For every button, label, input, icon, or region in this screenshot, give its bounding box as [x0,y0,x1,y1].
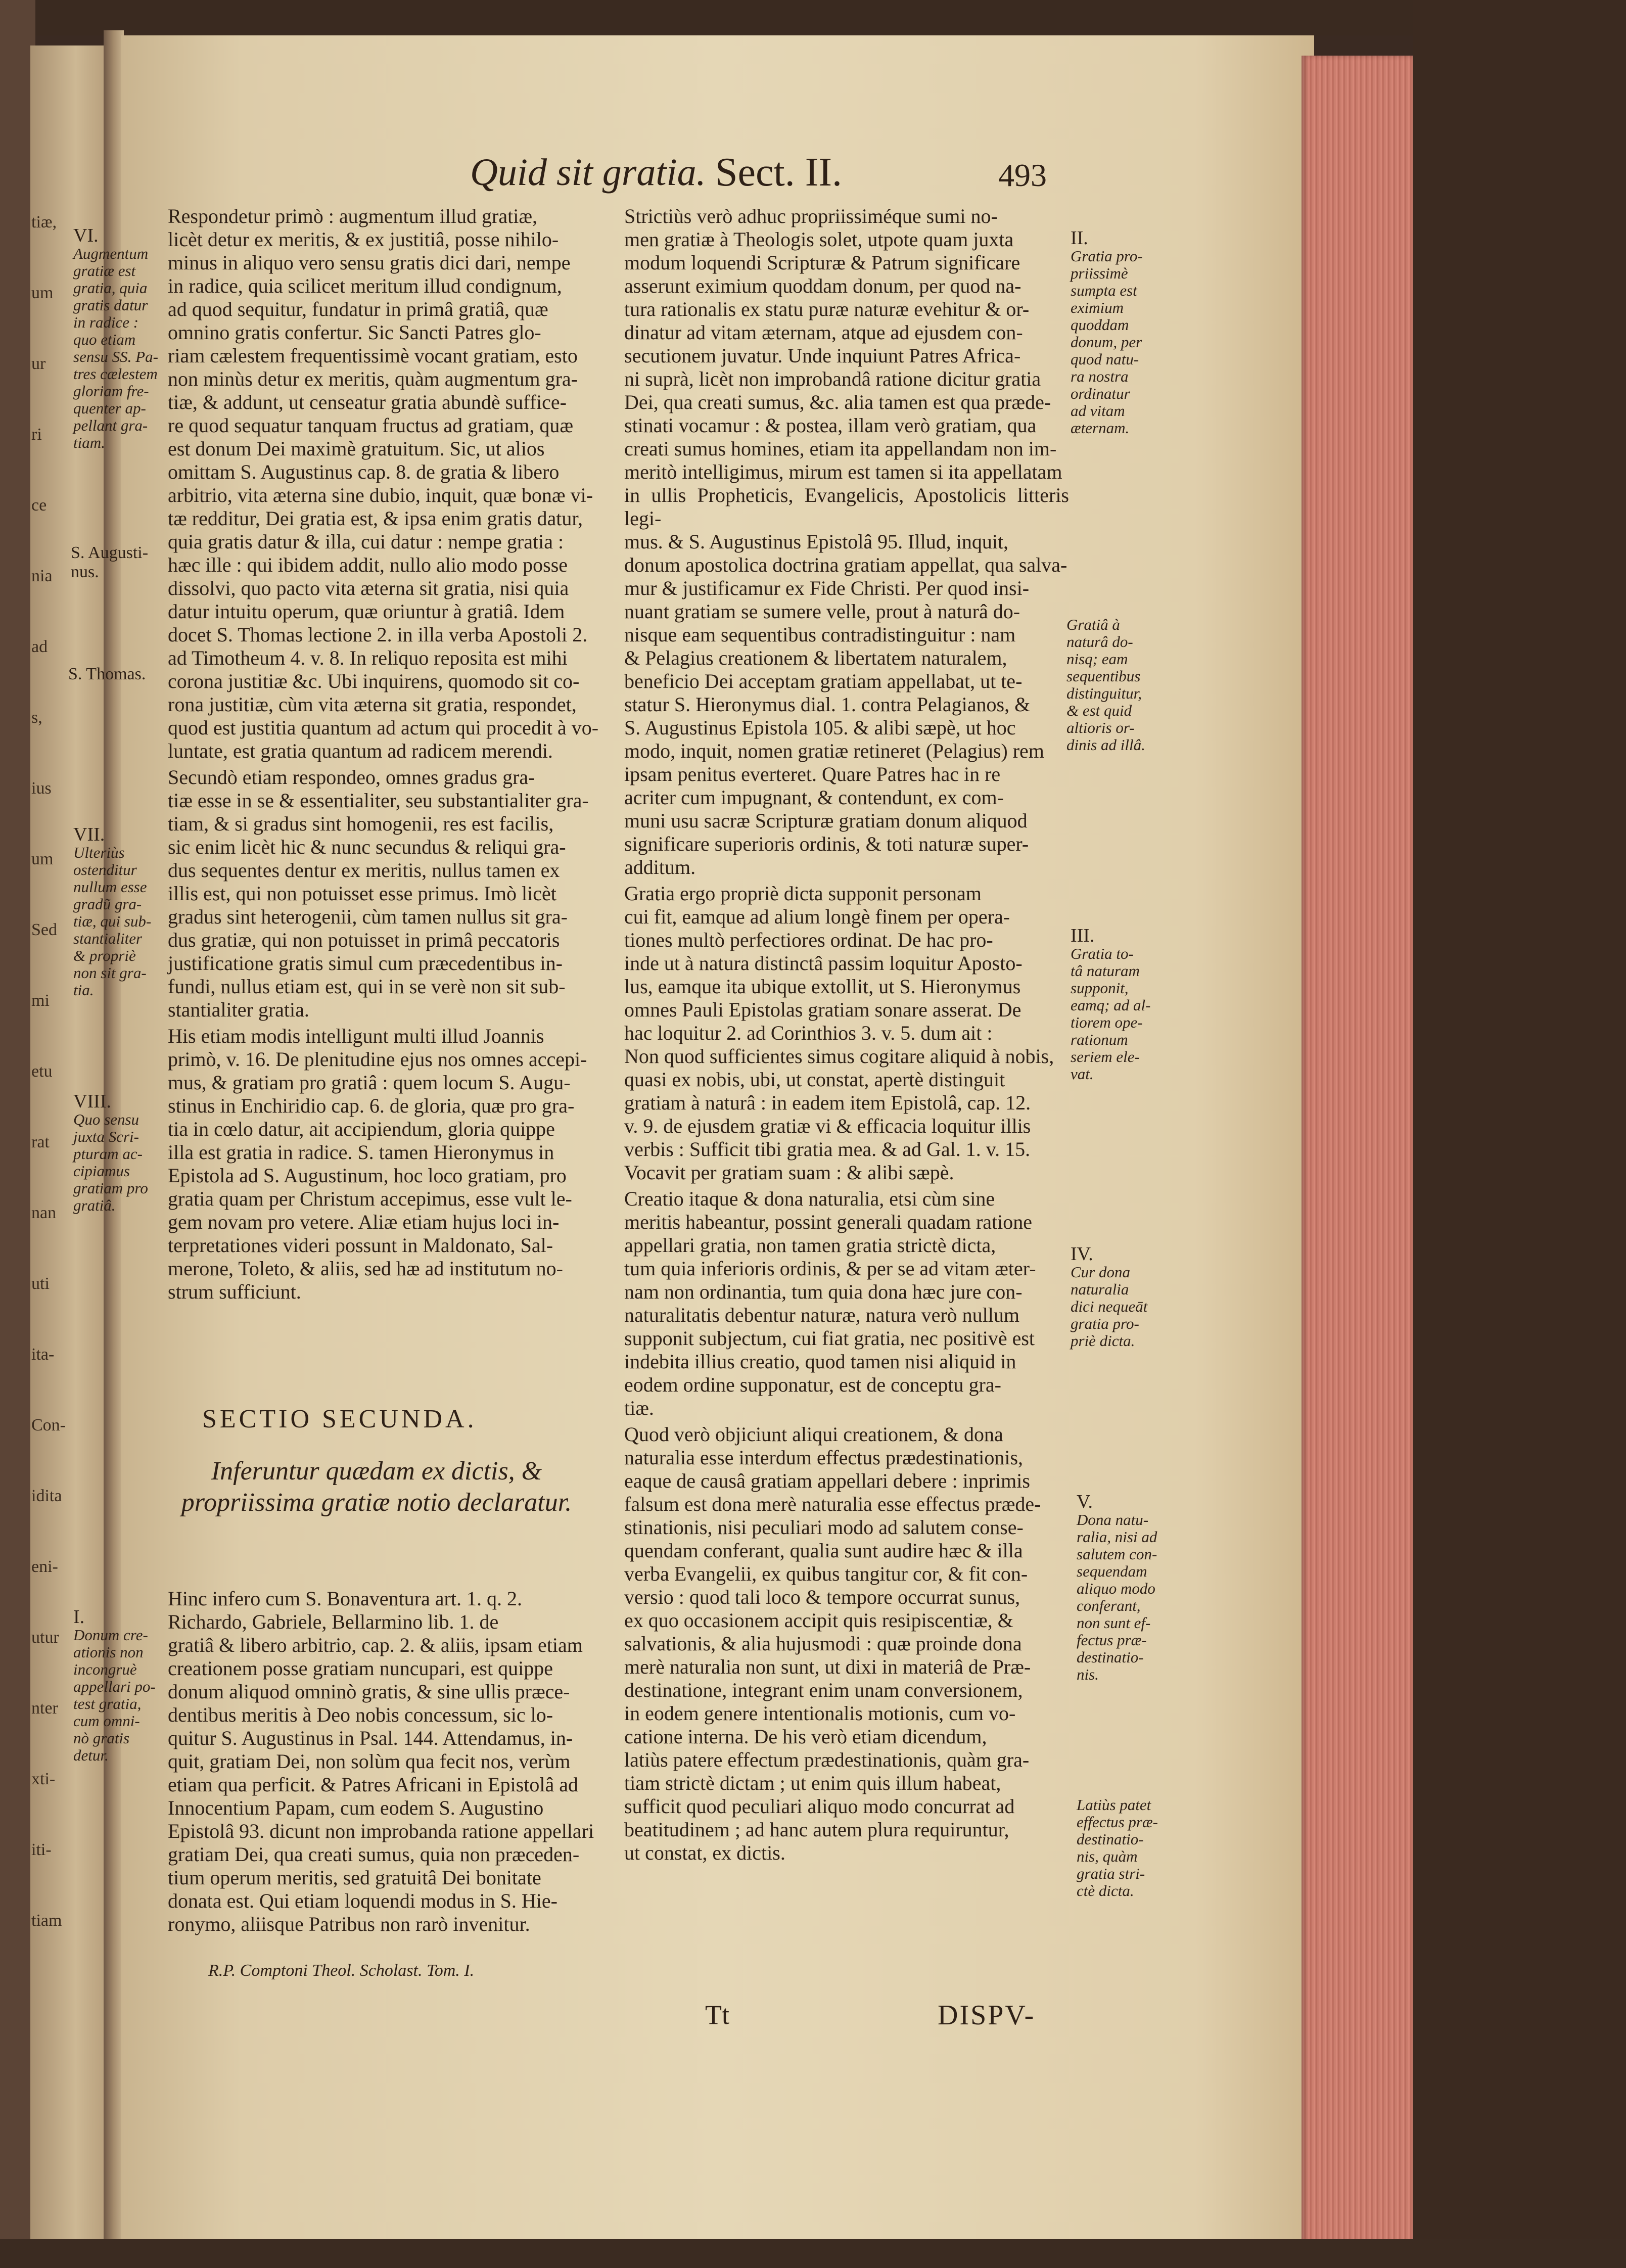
margin-note-text: Gratia to- tâ naturam supponit, eamq; ad al- tiorem ope- rationum seriem ele- vat. [1071,945,1151,1083]
paragraph: Creatio itaque & dona naturalia, etsi cùm sine meritis habeantur, possint generali quadam ratione appellari gratia, non tamen gratia strictè dicta, tum quia inferioris ordinis, & per se ad vitam æter- nam non ordinantia, tum quia dona hæc jure con- naturalitatis debentur naturæ, natura verò nullum supponit subjectum, cui fiat gratia, nec positivè est indebita illius creatio, quod tamen nisi aliquid in eodem ordine supponatur, est de conceptu gra- tiæ. [624,1187,1036,1419]
paragraph: Secundò etiam respondeo, omnes gradus gra- tiæ esse in se & essentialiter, seu substantialiter gra- tiam, & si gradus sint homogenii, res est facilis, sic enim licèt hic & nunc secundus & reliqui gra- dus sequentes dentur ex meritis, nullus tamen ex illis est, qui non potuisset esse primus. Imò licèt gradus sint heterogenii, cùm tamen nullus sit gra- dus gratiæ, qui non potuisset in primâ peccatoris justificatione gratis simul cum præcedentibus in- fundi, nullus etiam est, qui in se verè non sit sub- stantialiter gratia. [168,766,589,1021]
catchword: DISPV- [938,2000,1036,2031]
margin-note-number: VI. [73,225,99,246]
margin-note-number: VIII. [73,1091,111,1112]
paragraph: Respondetur primò : augmentum illud gratiæ, licèt detur ex meritis, & ex justitiâ, posse nihilo- minus in aliquo vero sensu gratis dici dari, nempe in radice, quia scilicet meritum illud condignum, ad quod sequitur, fundatur in primâ gratiâ, quæ omnino gratis confertur. Sic Sancti Patres glo- riam cælestem frequentissimè vocant gratiam, esto non minùs detur ex meritis, quàm augmentum gra- tiæ, & addunt, ut censeatur gratia abundè suffice- re quod sequatur tanquam fructus ad gratiam, quæ est donum Dei maximè gratuitum. Sic, ut alios omittam S. Augustinus cap. 8. de gratia & libero arbitrio, vita æterna sine dubio, inquit, quæ bonæ vi- tæ redditur, Dei gratia est, & ipsa enim gratis datur, quia gratis datur & illa, cui datur : nempe gratia : hæc ille : qui ibidem addit, nullo alio modo posse dissolvi, quo pacto vita æterna sit gratia, nisi quia datur intuitu operum, quæ oriuntur à gratiâ. Idem docet S. Thomas lectione 2. in illa verba Apostoli 2. ad Timotheum 4. v. 8. In reliquo reposita est mihi corona justitiæ &c. Ubi inquirens, quomodo sit co- rona justitiæ, cùm vita æterna sit gratia, respondet, quod est justitia quantum ad actum qui procedit à vo- luntate, est gratia quantum ad radicem merendi. [168,205,599,762]
margin-note [73,1076,167,1214]
left-page-fragment: mi [31,991,50,1010]
paragraph: Gratia ergo propriè dicta supponit personam cui fit, eamque ad alium longè finem per opera- tiones multò perfectiores ordinat. De hac pro- inde ut à natura distinctâ passim loquitur Aposto- lus, eamque ita ubique extollit, ut S. Hieronymus omnes Pauli Epistolas gratiam sonare asserat. De hac loquitur 2. ad Corinthios 3. v. 5. dum ait : Non quod sufficientes simus cogitare aliquid à nobis, quasi ex nobis, ubi, ut constat, apertè distinguit gratiam à naturâ : in eadem item Epistolâ, cap. 12. v. 9. de ejusdem gratiæ vi & efficacia loquitur illis verbis : Sufficit tibi gratia mea. & ad Gal. 1. v. 15. Vocavit per gratiam suam : & alibi sæpè. [624,882,1054,1184]
left-page-fragment: etu [31,1062,53,1081]
left-page-fragment: Sed [31,920,57,939]
margin-note-text: Quo sensu juxta Scri- pturam ac- cipiamus gratiam pro gratiâ. [73,1110,148,1214]
left-page-fragment: ri [31,425,42,444]
paragraph: Strictiùs verò adhuc propriissiméque sumi no- men gratiæ à Theologis solet, utpote quam juxta modum loquendi Scripturæ & Patrum significare asserunt eximium quoddam donum, per quod na- tura rationalis ex statu puræ naturæ evehitur & or- dinatur ad vitam æternam, atque ad ejusdem con- secutionem juvatur. Unde inquiunt Patres Africa- ni suprà, licèt non improbandâ ratione dicitur gratia Dei, qua creati sumus, &c. alia tamen est qua præde- stinati vocamur : & postea, illam verò gratiam, qua creati sumus homines, etiam ita appellandam non im- meritò intelligimus, mirum est tamen si ita appellatam in ullis Propheticis, Evangelicis, Apostolicis litteris legi- mus. & S. Augustinus Epistolâ 95. Illud, inquit, donum apostolica doctrina gratiam appellat, qua salva- mur & justificamur ex Fide Christi. Per quod insi- nuant gratiam se sumere velle, prout à naturâ do- nisque eam sequentibus contradistinguitur : nam & Pelagius creationem & libertatem naturalem, beneficio Dei acceptam gratiam appellabat, ut te- statur S. Hieronymus dial. 1. contra Pelagianos, & S. Augustinus Epistola 105. & alibi sæpè, ut hoc modo, inquit, nomen gratiæ retineret (Pelagius) rem ipsam penitus everteret. Quare Patres hac in re acriter cum impugnant, & contendunt, ex com- muni usu sacræ Scripturæ gratiam donum aliquod significare superioris ordinis, & toti naturæ super- additum. [624,205,1069,878]
left-page-fragment: Con- [31,1416,66,1434]
margin-note-text: Ulteriùs ostenditur nullum esse gradũ gra- tiæ, qui sub- stantialiter & propriè non sit gra- tia. [73,844,152,999]
footer-author: R.P. Comptoni Theol. Scholast. Tom. I. [208,1961,475,1980]
catchword-signature: Tt [705,2000,729,2030]
paragraph: Quod verò objiciunt aliqui creationem, & dona naturalia esse interdum effectus prædestinationis, eaque de causâ gratiam appellari debere : inprimis falsum est dona merè naturalia esse effectus præde- stinationis, nisi peculiari modo ad salutem conse- quendam conferant, qualia sunt audire hæc & illa verba Evangelii, ex quibus tangitur cor, & fit con- versio : quod tali loco & tempore occurrat sunus, ex quo occasionem accipit quis resipiscentiæ, & salvationis, & alia hujusmodi : quæ proinde dona merè naturalia non sunt, ut dixi in materiâ de Præ- destinatione, integrant enim unam conversionem, in eodem genere intentionalis motionis, cum vo- catione interna. De his verò etiam dicendum, latiùs patere effectum prædestinationis, quàm gra- tiam strictè dictam ; ut enim quis illum habeat, sufficit quod peculiari aliquo modo concurrat ad beatitudinem ; ad hanc autem plura requiruntur, ut constat, ex dictis. [624,1423,1041,1864]
background-top [0,0,1626,35]
left-page-fragment: ur [31,354,46,373]
margin-note-number: V. [1077,1491,1093,1512]
left-page-fragment: um [31,284,54,302]
margin-note-text: Augmentum gratiæ est gratia, quia gratis datur in radice : quo etiam sensu SS. Pa- tres cælestem gloriam fre- quenter ap- pellant gra- tiam. [73,245,158,451]
left-page-fragment: eni- [31,1557,58,1576]
page-number: 493 [998,157,1047,193]
running-title: Quid sit gratia. [470,151,706,194]
left-page-fragment: uti [31,1274,50,1293]
margin-note [1066,599,1173,754]
left-page-fragment: utur [31,1628,59,1647]
left-page-fragment: xti- [31,1770,56,1788]
margin-note [1071,910,1172,1083]
margin-note-text: Gratia pro- priissimè sumpta est eximium quoddam donum, per quod natu- ra nostra ordinatur ad vitam æternam. [1071,247,1143,437]
background-bottom [0,2239,1626,2268]
page-edges [1302,56,1413,2254]
left-column-top [168,205,602,1307]
left-page-fragment: um [31,850,54,868]
margin-note-number: I. [73,1606,85,1628]
left-page-fragment: rat [31,1133,50,1151]
margin-author: S. Augusti- nus. [71,543,149,581]
margin-note-number: II. [1071,227,1088,249]
margin-note-number: VII. [73,824,105,845]
paragraph: His etiam modis intelligunt multi illud Joannis primò, v. 16. De plenitudine ejus nos omnes accepi- mus, & gratiam pro gratiâ : quem locum S. Augu- stinus in Enchiridio cap. 6. de gloria, quæ pro gra- tia in cœlo datur, ait accipiendum, gloria quippe illa est gratia in radice. S. tamen Hieronymus in Epistola ad S. Augustinum, hoc loco gratiam, pro gratia quam per Christum accepimus, esse vult le- gem novam pro vetere. Aliæ etiam hujus loci in- terpretationes videri possunt in Maldonato, Sal- merone, Toleto, & aliis, sed hæ ad institutum no- strum sufficiunt. [168,1025,587,1303]
left-page-fragment: nter [31,1699,58,1718]
left-page-fragment: tiam [31,1911,62,1930]
margin-note [1071,212,1172,437]
margin-note-text: Gratiâ à naturâ do- nisq; eam sequentibus distinguitur, & est quid altioris or- dinis ad illâ. [1066,616,1145,754]
left-page-fragment: ad [31,637,48,656]
section-subtitle: Inferuntur quædam ex dictis, & propriissima gratiæ notio declaratur. [181,1457,572,1517]
left-page-fragment: nan [31,1204,57,1222]
left-page-fragment: tiæ, [31,213,57,232]
left-page-fragment: iti- [31,1840,52,1859]
margin-note-number: III. [1071,925,1095,946]
paragraph: Hinc infero cum S. Bonaventura art. 1. q. 2. Richardo, Gabriele, Bellarmino lib. 1. de gratiâ & libero arbitrio, cap. 2. & aliis, ipsam etiam creationem posse gratiam nuncupari, est quippe donum aliquod omninò gratis, & sine ullis præce- dentibus meritis à Deo nobis concessum, sic lo- quitur S. Augustinus in Psal. 144. Attendamus, in- quit, gratiam Dei, non solùm qua fecit nos, verùm etiam qua perficit. & Patres Africani in Epistolâ ad Innocentium Papam, cum eodem S. Augustino Epistolâ 93. dicunt non improbanda ratione appellari gratiam Dei, qua creati sumus, quia non præceden- tium operum meritis, sed gratuitâ Dei bonitate donata est. Qui etiam loquendi modus in S. Hie- ronymo, aliisque Patribus non rarò invenitur. [168,1587,594,1935]
margin-note [73,1591,167,1764]
left-page-fragment: ita- [31,1345,55,1364]
left-page-fragment: idita [31,1487,62,1505]
margin-note [1077,1779,1175,1900]
margin-note [1077,1476,1175,1683]
margin-note-text: Latiùs patet effectus præ- destinatio- nis, quàm gratia stri- ctè dicta. [1077,1796,1158,1900]
margin-author: S. Thomas. [68,665,146,683]
margin-note-text: Cur dona naturalia dici nequeāt gratia pro- priè dicta. [1071,1263,1148,1350]
left-page-fragment: s, [31,708,42,727]
margin-note-text: Donum cre- ationis non incongruè appellari po- test gratia, cum omni- nò gratis detur. [73,1626,156,1764]
margin-note-number: IV. [1071,1243,1093,1265]
right-column [624,205,1069,1868]
section-heading: SECTIO SECUNDA. [202,1405,477,1433]
left-column-bottom [168,1587,602,1939]
background-right [1413,0,1626,2268]
section-label: Sect. II. [715,150,843,195]
left-page-fragment: ius [31,779,52,798]
margin-note-text: Dona natu- ralia, nisi ad salutem con- sequendam aliquo modo conferant, non sunt ef- fectus præ- destinatio- nis. [1077,1511,1157,1683]
margin-note [1071,1228,1172,1350]
left-page-fragment: nia [31,567,53,585]
left-page-fragment: ce [31,496,47,515]
margin-note [73,210,167,451]
margin-note [73,809,167,999]
